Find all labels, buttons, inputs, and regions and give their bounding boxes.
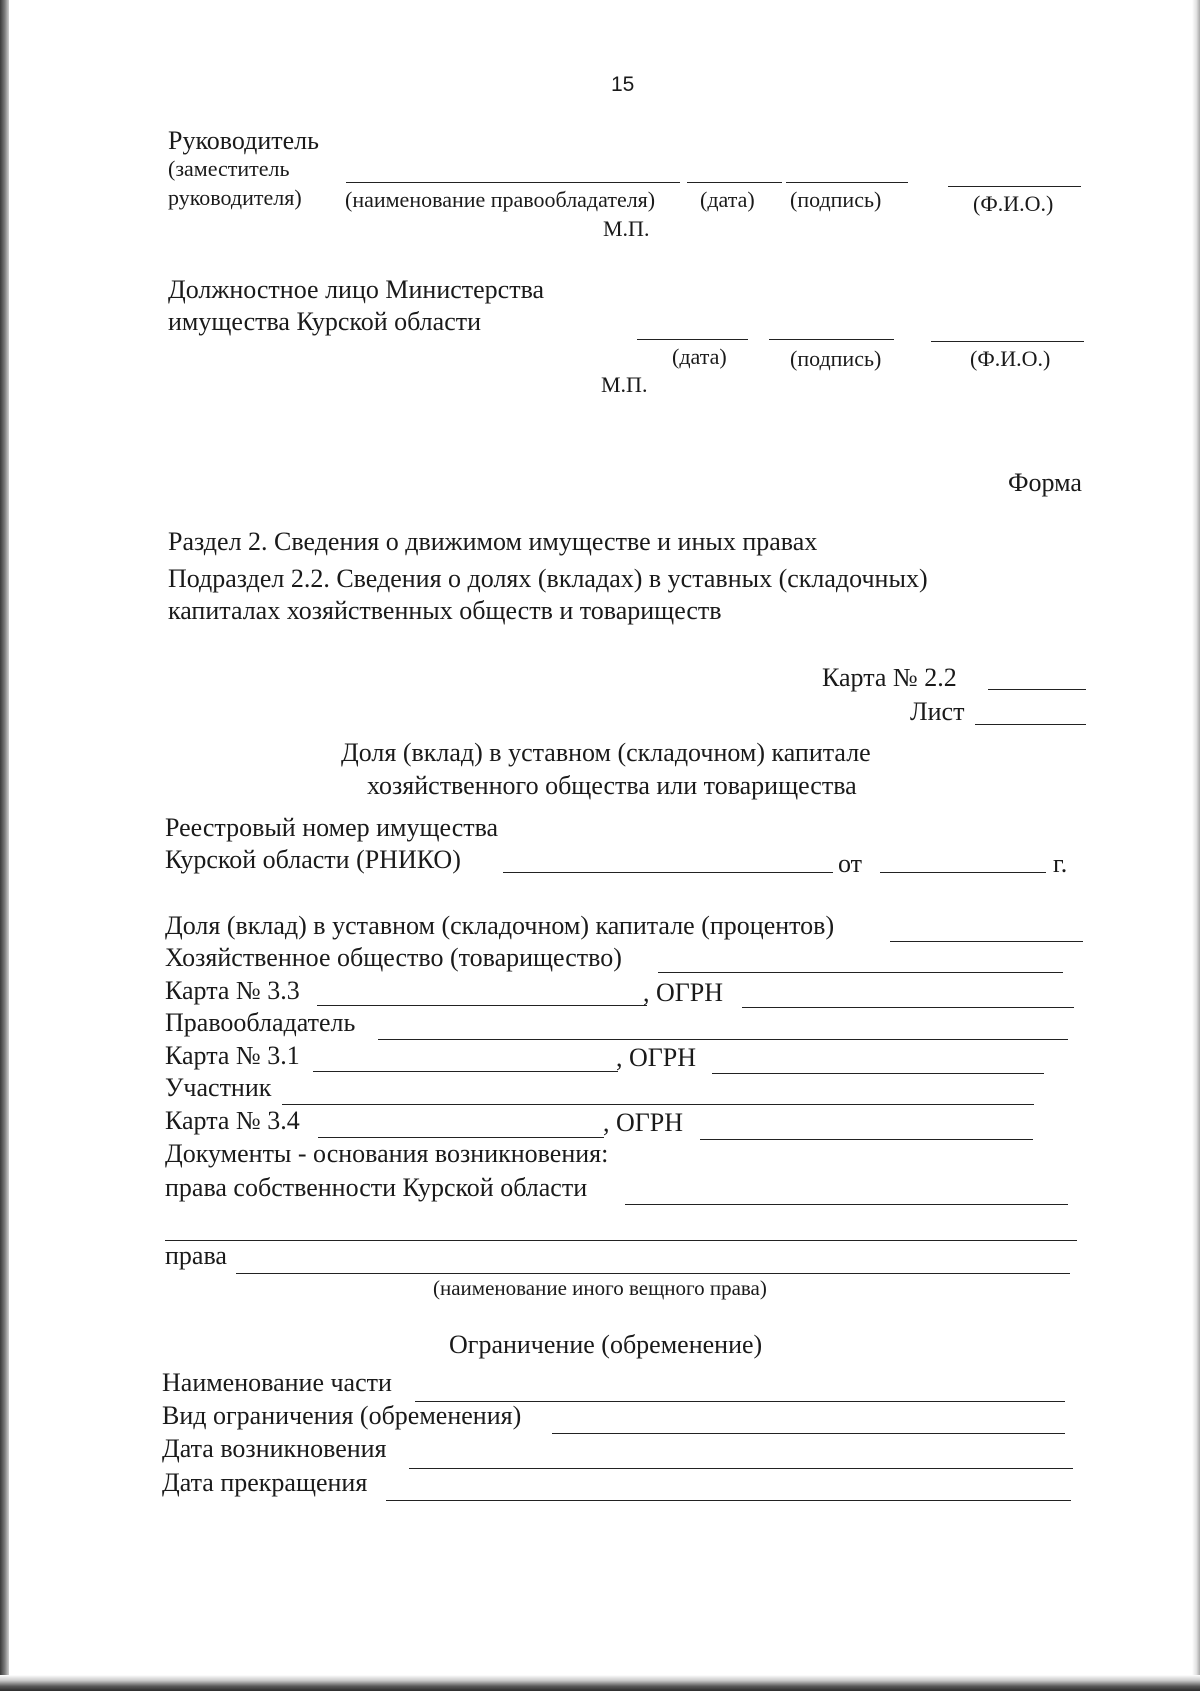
holder-label: Правообладатель [165, 1008, 356, 1037]
registry-number-line[interactable] [503, 872, 833, 873]
sig1-role-line2: (заместитель [168, 156, 290, 181]
sig1-stamp-label: М.П. [603, 216, 650, 241]
sig2-role-line2: имущества Курской области [168, 307, 482, 336]
card-3-1-label: Карта № 3.1 [165, 1041, 300, 1070]
ogrn-1-line[interactable] [742, 1007, 1074, 1008]
card-3-3-line[interactable] [317, 1005, 647, 1006]
subsection-title: Подраздел 2.2. Сведения о долях (вкладах) в уставных (складочных) [168, 564, 928, 593]
sig2-role-line1: Должностное лицо Министерства [168, 275, 545, 304]
ogrn-2-line[interactable] [712, 1073, 1044, 1074]
sig1-holder-label: (наименование правообладателя) [345, 187, 656, 212]
sig2-stamp-label: М.П. [601, 372, 648, 397]
registry-date-line[interactable] [880, 872, 1046, 873]
card-number-label: Карта № 2.2 [822, 663, 957, 692]
encumbrance-type-line[interactable] [552, 1433, 1065, 1434]
share-percent-label: Доля (вклад) в уставном (складочном) капитале (процентов) [165, 911, 835, 940]
sig2-fio-label: (Ф.И.О.) [970, 346, 1051, 371]
end-date-line[interactable] [386, 1500, 1071, 1501]
sig1-fio-line[interactable] [948, 186, 1081, 187]
sig1-signature-label: (подпись) [790, 187, 882, 212]
registry-label-line1: Реестровый номер имущества [165, 813, 499, 842]
company-label: Хозяйственное общество (товарищество) [165, 943, 622, 972]
card-3-4-line[interactable] [318, 1137, 604, 1138]
holder-line[interactable] [378, 1039, 1068, 1040]
registry-label-line2: Курской области (РНИКО) [165, 845, 461, 874]
ogrn-2-label: , ОГРН [616, 1043, 697, 1072]
sig2-signature-line[interactable] [769, 339, 894, 340]
start-date-line[interactable] [409, 1468, 1073, 1469]
card-3-3-label: Карта № 3.3 [165, 976, 300, 1005]
sheet-label: Лист [910, 697, 965, 726]
participant-label: Участник [165, 1073, 272, 1102]
sig1-date-line[interactable] [687, 182, 782, 183]
card-title-line2: хозяйственного общества или товарищества [367, 771, 857, 800]
scan-edge-bottom [0, 1675, 1200, 1691]
part-name-label: Наименование части [162, 1368, 392, 1397]
ogrn-3-label: , ОГРН [603, 1108, 684, 1137]
sig2-signature-label: (подпись) [790, 346, 882, 371]
sig1-fio-label: (Ф.И.О.) [973, 191, 1054, 216]
rights-caption: (наименование иного вещного права) [433, 1276, 767, 1300]
start-date-label: Дата возникновения [162, 1434, 387, 1463]
sig1-signature-line[interactable] [786, 182, 908, 183]
end-date-label: Дата прекращения [162, 1468, 368, 1497]
sig1-role-line1: Руководитель [168, 126, 319, 155]
rights-line[interactable] [236, 1273, 1070, 1274]
company-line[interactable] [658, 972, 1063, 973]
card-number-line[interactable] [988, 689, 1086, 690]
sig1-role-line3: руководителя) [168, 185, 302, 210]
ownership-line-extra[interactable] [165, 1240, 1077, 1241]
page-number: 15 [611, 73, 635, 96]
encumbrance-title: Ограничение (обременение) [449, 1330, 763, 1359]
card-title-line1: Доля (вклад) в уставном (складочном) капитале [341, 738, 871, 767]
registry-from-label: от [838, 849, 863, 878]
encumbrance-type-label: Вид ограничения (обременения) [162, 1401, 522, 1430]
registry-year-suffix: г. [1053, 849, 1068, 878]
ogrn-1-label: , ОГРН [643, 978, 724, 1007]
section-title: Раздел 2. Сведения о движимом имуществе и иных правах [168, 527, 818, 556]
sheet-line[interactable] [975, 724, 1086, 725]
scan-edge-left [0, 0, 9, 1691]
ownership-line[interactable] [625, 1204, 1068, 1205]
sig2-fio-line[interactable] [931, 341, 1084, 342]
scan-edge-right [1192, 0, 1200, 1691]
rights-label: права [165, 1241, 227, 1270]
card-3-4-label: Карта № 3.4 [165, 1106, 300, 1135]
ownership-label: права собственности Курской области [165, 1173, 588, 1202]
sig1-holder-line[interactable] [346, 182, 680, 183]
sig2-date-line[interactable] [637, 339, 748, 340]
sig2-date-label: (дата) [672, 344, 727, 369]
participant-line[interactable] [282, 1104, 1034, 1105]
form-label: Форма [1008, 468, 1082, 497]
sig1-date-label: (дата) [700, 187, 755, 212]
docs-basis-label: Документы - основания возникновения: [165, 1139, 609, 1168]
subsection-title-cont: капиталах хозяйственных обществ и товариществ [168, 596, 722, 625]
ogrn-3-line[interactable] [700, 1139, 1033, 1140]
card-3-1-line[interactable] [313, 1071, 618, 1072]
share-percent-line[interactable] [890, 941, 1083, 942]
